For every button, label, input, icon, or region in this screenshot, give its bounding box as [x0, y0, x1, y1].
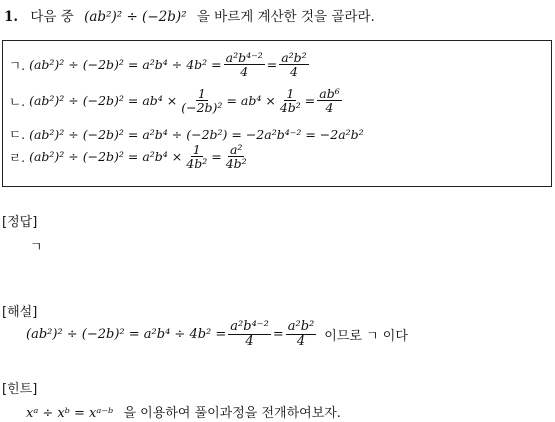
- explanation-fraction-2: [286, 320, 317, 348]
- choice-4: [9, 143, 251, 170]
- choice-2-fraction-2: [278, 87, 303, 114]
- choice-2-frac3-den: 4: [325, 100, 334, 116]
- choice-4-frac1-num: 1: [192, 142, 201, 157]
- question-text-after: 을 바르게 계산한 것을 골라라.: [196, 9, 375, 25]
- choice-4-label: ㄹ.: [9, 149, 26, 165]
- choice-2-frac1-num: 1: [197, 86, 206, 101]
- choice-2-fraction-1: [179, 87, 224, 114]
- hint-label: [힌트]: [2, 382, 38, 397]
- choice-2-fraction-3: [317, 87, 341, 114]
- choice-2-frac2-den: 4b²: [279, 100, 301, 116]
- explanation-frac1-num: a²b⁴⁻²: [230, 319, 269, 334]
- choice-3: [9, 125, 364, 143]
- question-number: 1.: [4, 9, 19, 25]
- explanation-frac1-den: 4: [245, 333, 254, 349]
- choice-1-frac2-num: a²b²: [281, 50, 307, 65]
- explanation-frac2-num: a²b²: [287, 319, 315, 334]
- choice-4-fraction-2: [224, 143, 249, 170]
- choice-3-text: (ab²)² ÷ (−2b)² = a²b⁴ ÷ (−2b²) = −2a²b⁴⁻² = −2a²b²: [29, 126, 364, 142]
- choice-4-fraction-1: [184, 143, 209, 170]
- choice-2: [9, 87, 344, 114]
- choice-1-label: ㄱ.: [9, 57, 26, 73]
- hint-line: [26, 402, 341, 421]
- question-expression: (ab²)² ÷ (−2b)²: [84, 9, 187, 25]
- choice-1-lhs: (ab²)² ÷ (−2b)² = a²b⁴ ÷ 4b² =: [29, 57, 222, 73]
- question-text-before: 다음 중: [30, 9, 74, 25]
- question-line: [4, 5, 375, 25]
- explanation-tail: 이므로 ㄱ 이다: [324, 328, 408, 344]
- choice-3-label: ㄷ.: [9, 127, 26, 142]
- choice-4-frac1-den: 4b²: [186, 156, 208, 172]
- choice-2-tail: =: [304, 93, 316, 109]
- choice-4-lhs: (ab²)² ÷ (−2b)² = a²b⁴ ×: [29, 149, 183, 165]
- choices-box: [2, 40, 552, 187]
- choice-1-fraction-1: [224, 51, 265, 78]
- choice-1-mid: =: [266, 57, 278, 73]
- choice-2-frac1-den: (−2b)²: [181, 100, 223, 116]
- explanation-frac2-den: 4: [296, 333, 306, 349]
- choice-2-lhs: (ab²)² ÷ (−2b)² = ab⁴ ×: [29, 93, 178, 109]
- choice-1-frac1-den: 4: [240, 64, 249, 80]
- choice-1: [9, 51, 311, 78]
- choice-2-frac3-num: ab⁶: [319, 86, 340, 101]
- explanation-label: [해설]: [2, 305, 38, 320]
- explanation-lhs: (ab²)² ÷ (−2b)² = a²b⁴ ÷ 4b² =: [26, 326, 227, 342]
- answer-label: [정답]: [2, 215, 38, 230]
- answer-value: ㄱ: [30, 240, 43, 255]
- choice-4-frac2-den: 4b²: [225, 156, 247, 172]
- choice-1-fraction-2: [279, 51, 308, 78]
- choice-1-frac2-den: 4: [289, 64, 298, 80]
- explanation-fraction-1: [228, 320, 271, 348]
- choice-2-mid: = ab⁴ ×: [226, 93, 276, 109]
- explanation-line: [26, 320, 408, 348]
- choice-4-mid: =: [211, 149, 222, 165]
- choice-1-frac1-num: a²b⁴⁻²: [225, 50, 263, 65]
- choice-2-label: ㄴ.: [9, 93, 26, 109]
- hint-formula: xᵃ ÷ xᵇ = xᵃ⁻ᵇ: [26, 406, 114, 421]
- choice-2-frac2-num: 1: [286, 86, 295, 101]
- hint-text: 을 이용하여 풀이과정을 전개하여보자.: [123, 406, 341, 421]
- choice-4-frac2-num: a²: [229, 142, 243, 157]
- explanation-mid: =: [272, 326, 284, 342]
